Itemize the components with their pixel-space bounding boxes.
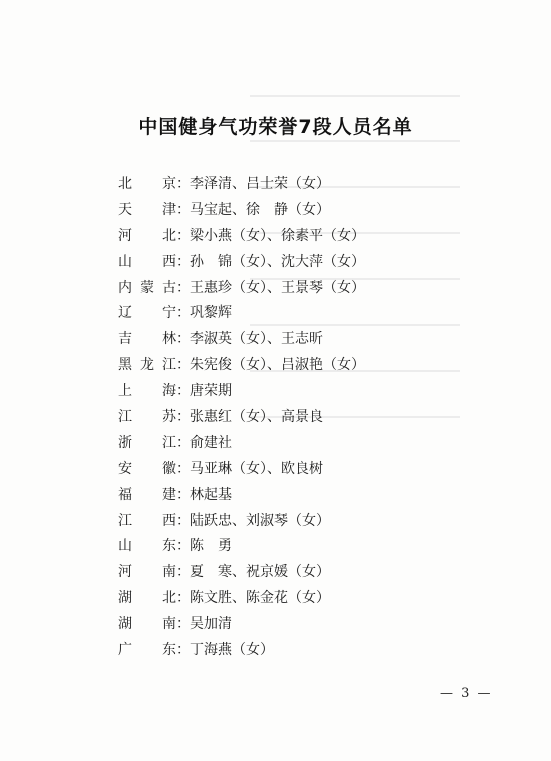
region-char: 福 (118, 486, 132, 503)
region-char: 京 (162, 175, 176, 192)
region-char: 蒙 (140, 279, 154, 296)
separator: ： (176, 564, 190, 581)
separator: ： (176, 201, 190, 218)
separator: ： (176, 460, 190, 477)
separator: ： (176, 434, 190, 451)
region-char: 天 (118, 201, 132, 218)
roster-row (118, 611, 478, 637)
region-label (118, 459, 176, 479)
member-names: 俞建社 (190, 434, 232, 451)
region-char: 北 (118, 175, 132, 192)
roster-row (118, 559, 478, 585)
region-char: 北 (162, 227, 176, 244)
region-char: 内 (118, 279, 132, 296)
separator: ： (176, 590, 190, 607)
region-char: 古 (162, 279, 176, 296)
region-char: 东 (162, 641, 176, 658)
region-char: 南 (162, 616, 176, 633)
region-label (118, 588, 176, 608)
roster-row (118, 378, 478, 404)
member-names: 陈文胜、陈金花（女） (190, 590, 330, 607)
roster-row (118, 352, 478, 378)
region-char: 山 (118, 538, 132, 555)
region-label (118, 433, 176, 453)
region-label (118, 174, 176, 194)
region-label (118, 511, 176, 531)
region-label (118, 640, 176, 660)
separator: ： (176, 538, 190, 555)
roster-row (118, 275, 478, 301)
region-char: 江 (118, 512, 132, 529)
roster-row (118, 326, 478, 352)
page-number: — 3 — (440, 686, 493, 701)
region-char: 浙 (118, 434, 132, 451)
region-char: 辽 (118, 305, 132, 322)
region-char: 津 (162, 201, 176, 218)
region-char: 林 (162, 331, 176, 348)
region-char: 河 (118, 564, 132, 581)
member-names: 丁海燕（女） (190, 641, 274, 658)
separator: ： (176, 641, 190, 658)
region-char: 安 (118, 460, 132, 477)
member-names: 孙 锦（女）、沈大萍（女） (190, 253, 365, 270)
separator: ： (176, 253, 190, 270)
member-names: 林起基 (190, 486, 232, 503)
separator: ： (176, 279, 190, 296)
roster-row (118, 249, 478, 275)
member-names: 吴加清 (190, 616, 232, 633)
roster-row (118, 171, 478, 197)
region-char: 北 (162, 590, 176, 607)
member-names: 马亚琳（女）、欧良树 (190, 460, 323, 477)
region-char: 徽 (162, 460, 176, 477)
separator: ： (176, 486, 190, 503)
separator: ： (176, 357, 190, 374)
region-label (118, 614, 176, 634)
region-char: 苏 (162, 408, 176, 425)
roster-row (118, 508, 478, 534)
member-names: 梁小燕（女）、徐素平（女） (190, 227, 365, 244)
roster-row (118, 430, 478, 456)
roster-row (118, 533, 478, 559)
separator: ： (176, 512, 190, 529)
member-names: 张惠红（女）、高景良 (190, 408, 323, 425)
region-char: 湖 (118, 616, 132, 633)
separator: ： (176, 175, 190, 192)
roster-row (118, 404, 478, 430)
region-char: 龙 (140, 357, 154, 374)
document-title: 中国健身气功荣誉7段人员名单 (138, 116, 413, 138)
member-names: 陆跃忠、刘淑琴（女） (190, 512, 330, 529)
region-char: 南 (162, 564, 176, 581)
member-names: 李淑英（女）、王志昕 (190, 331, 323, 348)
roster-row (118, 223, 478, 249)
roster-row (118, 456, 478, 482)
separator: ： (176, 383, 190, 400)
region-char: 吉 (118, 331, 132, 348)
region-char: 西 (162, 253, 176, 270)
region-label (118, 303, 176, 323)
region-char: 江 (162, 357, 176, 374)
region-label (118, 329, 176, 349)
region-char: 海 (162, 383, 176, 400)
separator: ： (176, 305, 190, 322)
region-label (118, 200, 176, 220)
separator: ： (176, 616, 190, 633)
region-char: 江 (118, 408, 132, 425)
roster-row (118, 637, 478, 663)
show-through-line (250, 140, 460, 142)
region-char: 广 (118, 641, 132, 658)
region-char: 建 (162, 486, 176, 503)
region-label (118, 381, 176, 401)
member-names: 朱宪俊（女）、吕淑艳（女） (190, 357, 365, 374)
member-names: 唐荣期 (190, 383, 232, 400)
separator: ： (176, 227, 190, 244)
member-names: 李泽清、吕士荣（女） (190, 175, 330, 192)
region-label (118, 485, 176, 505)
member-names: 陈 勇 (190, 538, 232, 555)
member-names: 王惠珍（女）、王景琴（女） (190, 279, 365, 296)
region-char: 黑 (118, 357, 132, 374)
region-char: 宁 (162, 305, 176, 322)
member-names: 马宝起、徐 静（女） (190, 201, 330, 218)
region-char: 江 (162, 434, 176, 451)
show-through-line (250, 95, 460, 97)
roster-row (118, 585, 478, 611)
roster-row (118, 482, 478, 508)
separator: ： (176, 331, 190, 348)
region-label (118, 562, 176, 582)
region-char: 上 (118, 383, 132, 400)
member-names: 夏 寒、祝京媛（女） (190, 564, 330, 581)
region-label (118, 355, 176, 375)
region-char: 东 (162, 538, 176, 555)
region-label (118, 278, 176, 298)
member-names: 巩黎辉 (190, 305, 232, 322)
roster-row (118, 197, 478, 223)
roster-row (118, 300, 478, 326)
region-char: 西 (162, 512, 176, 529)
region-char: 山 (118, 253, 132, 270)
region-label (118, 226, 176, 246)
region-char: 河 (118, 227, 132, 244)
region-label (118, 536, 176, 556)
honor-roster-list (118, 171, 478, 663)
region-label (118, 252, 176, 272)
separator: ： (176, 408, 190, 425)
region-char: 湖 (118, 590, 132, 607)
region-label (118, 407, 176, 427)
